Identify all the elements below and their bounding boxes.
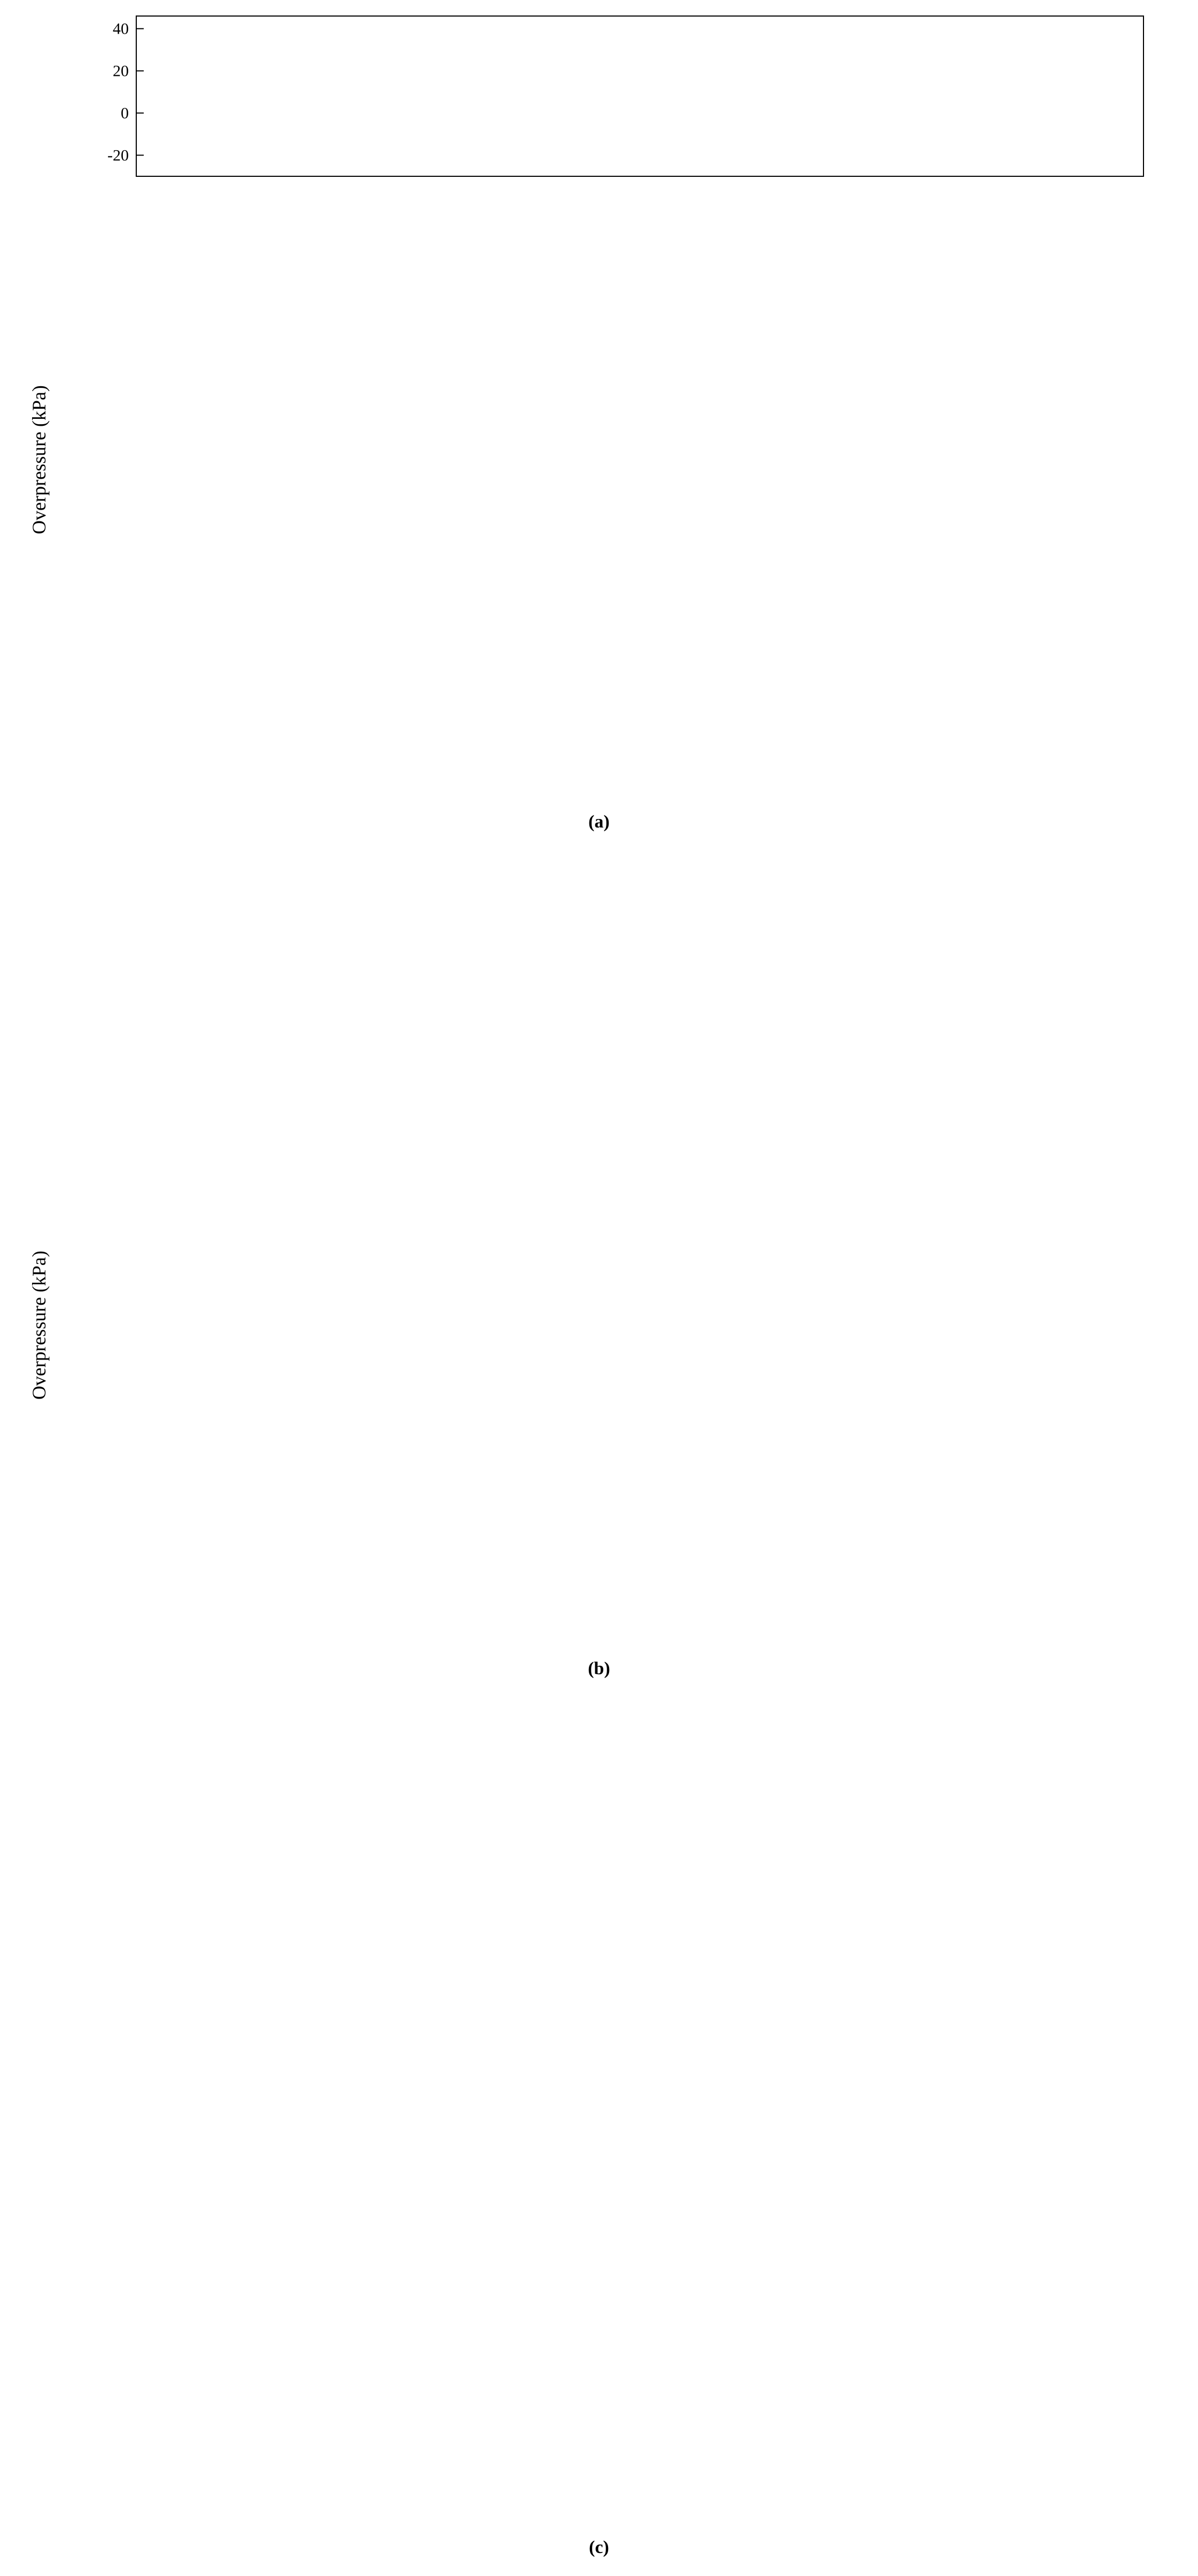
figure-c-panel-label: (c) [589,2538,609,2557]
figure-b-ylabel: Overpressure (kPa) [28,1251,50,1400]
figure-a [0,0,1198,844]
figure-b-panel-label: (b) [588,1659,610,1679]
svg-text:0: 0 [121,104,129,122]
svg-text:20: 20 [113,62,129,80]
figure-a-plot [0,0,1198,801]
svg-text:-20: -20 [107,146,129,165]
figure-c-plot [0,1696,1198,2530]
figure-c [0,1696,1198,2572]
figure-b-plot [0,865,1198,1651]
figure-a-panel-label: (a) [588,812,610,832]
svg-text:40: 40 [113,20,129,38]
figure-a-ylabel: Overpressure (kPa) [28,385,50,534]
figure-b [0,865,1198,1693]
